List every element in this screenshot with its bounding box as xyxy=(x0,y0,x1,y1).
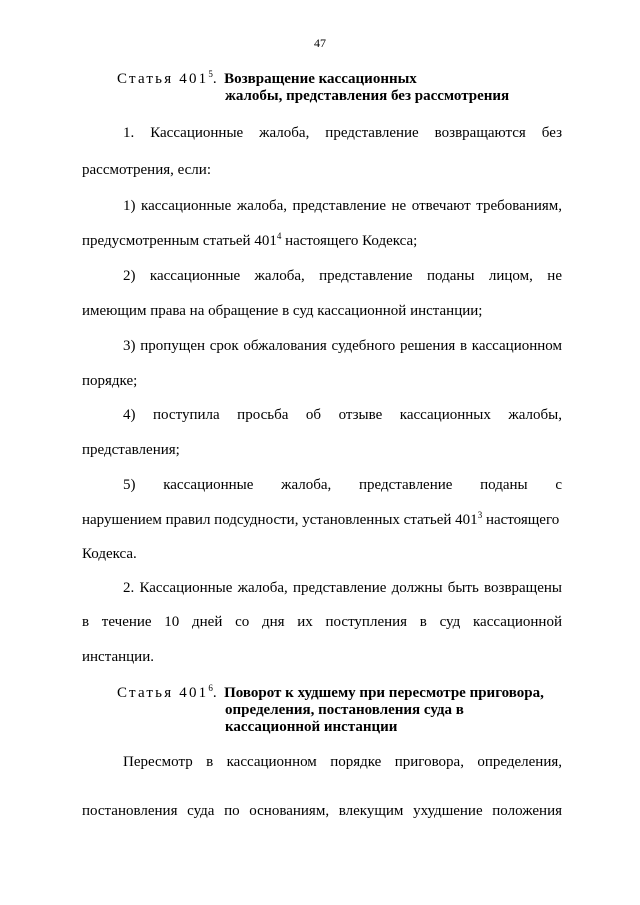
item-2-line-2: имеющим права на обращение в суд кассационной инстанции; xyxy=(82,303,483,319)
item-2-line-1: 2) кассационные жалоба, представление поданы лицом, не xyxy=(123,268,562,284)
paragraph-401-6-line-1: Пересмотр в кассационном порядке приговора, определения, xyxy=(123,754,562,770)
item-3-line-2: порядке; xyxy=(82,373,138,389)
paragraph-1-line-1: 1. Кассационные жалоба, представление возвращаются без xyxy=(123,125,562,141)
item-5-line-3: Кодекса. xyxy=(82,546,137,562)
article-superscript: 6 xyxy=(208,683,213,693)
page-number: 47 xyxy=(314,36,326,50)
article-label: Статья 401 xyxy=(117,685,209,701)
item-4-line-2: представления; xyxy=(82,442,180,458)
paragraph-2-line-1: 2. Кассационные жалоба, представление должны быть возвращены xyxy=(123,580,562,596)
paragraph-2-line-2: в течение 10 дней со дня их поступления в суд кассационной xyxy=(82,614,562,630)
article-title-line-2: определения, постановления суда в xyxy=(225,702,464,718)
paragraph-2-line-3: инстанции. xyxy=(82,649,154,665)
item-4-line-1: 4) поступила просьба об отзыве кассационных жалобы, xyxy=(123,407,562,423)
item-1-line-2: предусмотренным статьей $401^4$ настоящего Кодекса; xyxy=(82,231,418,249)
article-heading-401-5: Статья $401^5$. Возвращение кассационных жалобы, представления без рассмотрения xyxy=(117,69,510,104)
item-1-line-1: 1) кассационные жалоба, представление не отвечают требованиям, xyxy=(123,198,562,214)
article-superscript: 5 xyxy=(208,69,213,79)
paragraph-401-6-line-2: постановления суда по основаниям, влекущим ухудшение положения xyxy=(82,803,562,819)
item-3-line-1: 3) пропущен срок обжалования судебного решения в кассационном xyxy=(123,338,562,354)
article-title-line-3: кассационной инстанции xyxy=(225,719,398,735)
article-heading-401-6: Статья $401^6$. Поворот к худшему при пересмотре приговора, определения, постановления суда в кассационной инстанции xyxy=(117,683,544,735)
item-5-line-1: 5) кассационные жалоба, представление поданы с xyxy=(123,477,562,493)
paragraph-1-line-2: рассмотрения, если: xyxy=(82,162,211,178)
article-title-line-1: Возвращение кассационных xyxy=(224,71,417,87)
article-title-line-2: жалобы, представления без рассмотрения xyxy=(225,88,510,104)
article-label: Статья 401 xyxy=(117,71,209,87)
item-5-line-2: нарушением правил подсудности, установленных статьей $401^3$ настоящего xyxy=(82,510,560,528)
article-title-line-1: Поворот к худшему при пересмотре приговора, xyxy=(224,685,544,701)
